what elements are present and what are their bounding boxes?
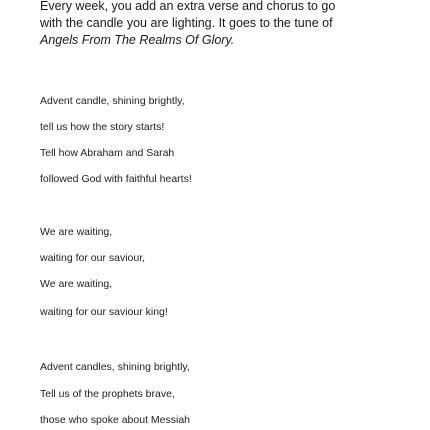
intro-line: with the candle you are lighting. It goes to the tune of (40, 16, 333, 30)
verse-line: Tell us of the prophets brave, (40, 388, 175, 400)
verse-line: followed God with faithful hearts! (40, 173, 192, 185)
intro-tune-title: Angels From The Realms Of Glory. (40, 33, 235, 47)
verse-line: those who spoke about Messiah (40, 414, 191, 426)
chorus-line: We are waiting, (40, 226, 113, 238)
verse-line: Advent candle, shining brightly, (40, 95, 185, 107)
verse-line: Tell how Abraham and Sarah (40, 147, 175, 159)
intro-line: Every week, you add an extra verse and chorus to go (40, 0, 336, 13)
intro-paragraph (40, 0, 420, 49)
chorus-line: waiting for our saviour, (40, 252, 146, 264)
chorus-line: waiting for our saviour king! (40, 306, 168, 318)
verse-line: Advent candles, shining brightly, (40, 361, 190, 373)
verse-line: tell us how the story starts! (40, 121, 165, 133)
chorus-line: We are waiting, (40, 278, 113, 290)
